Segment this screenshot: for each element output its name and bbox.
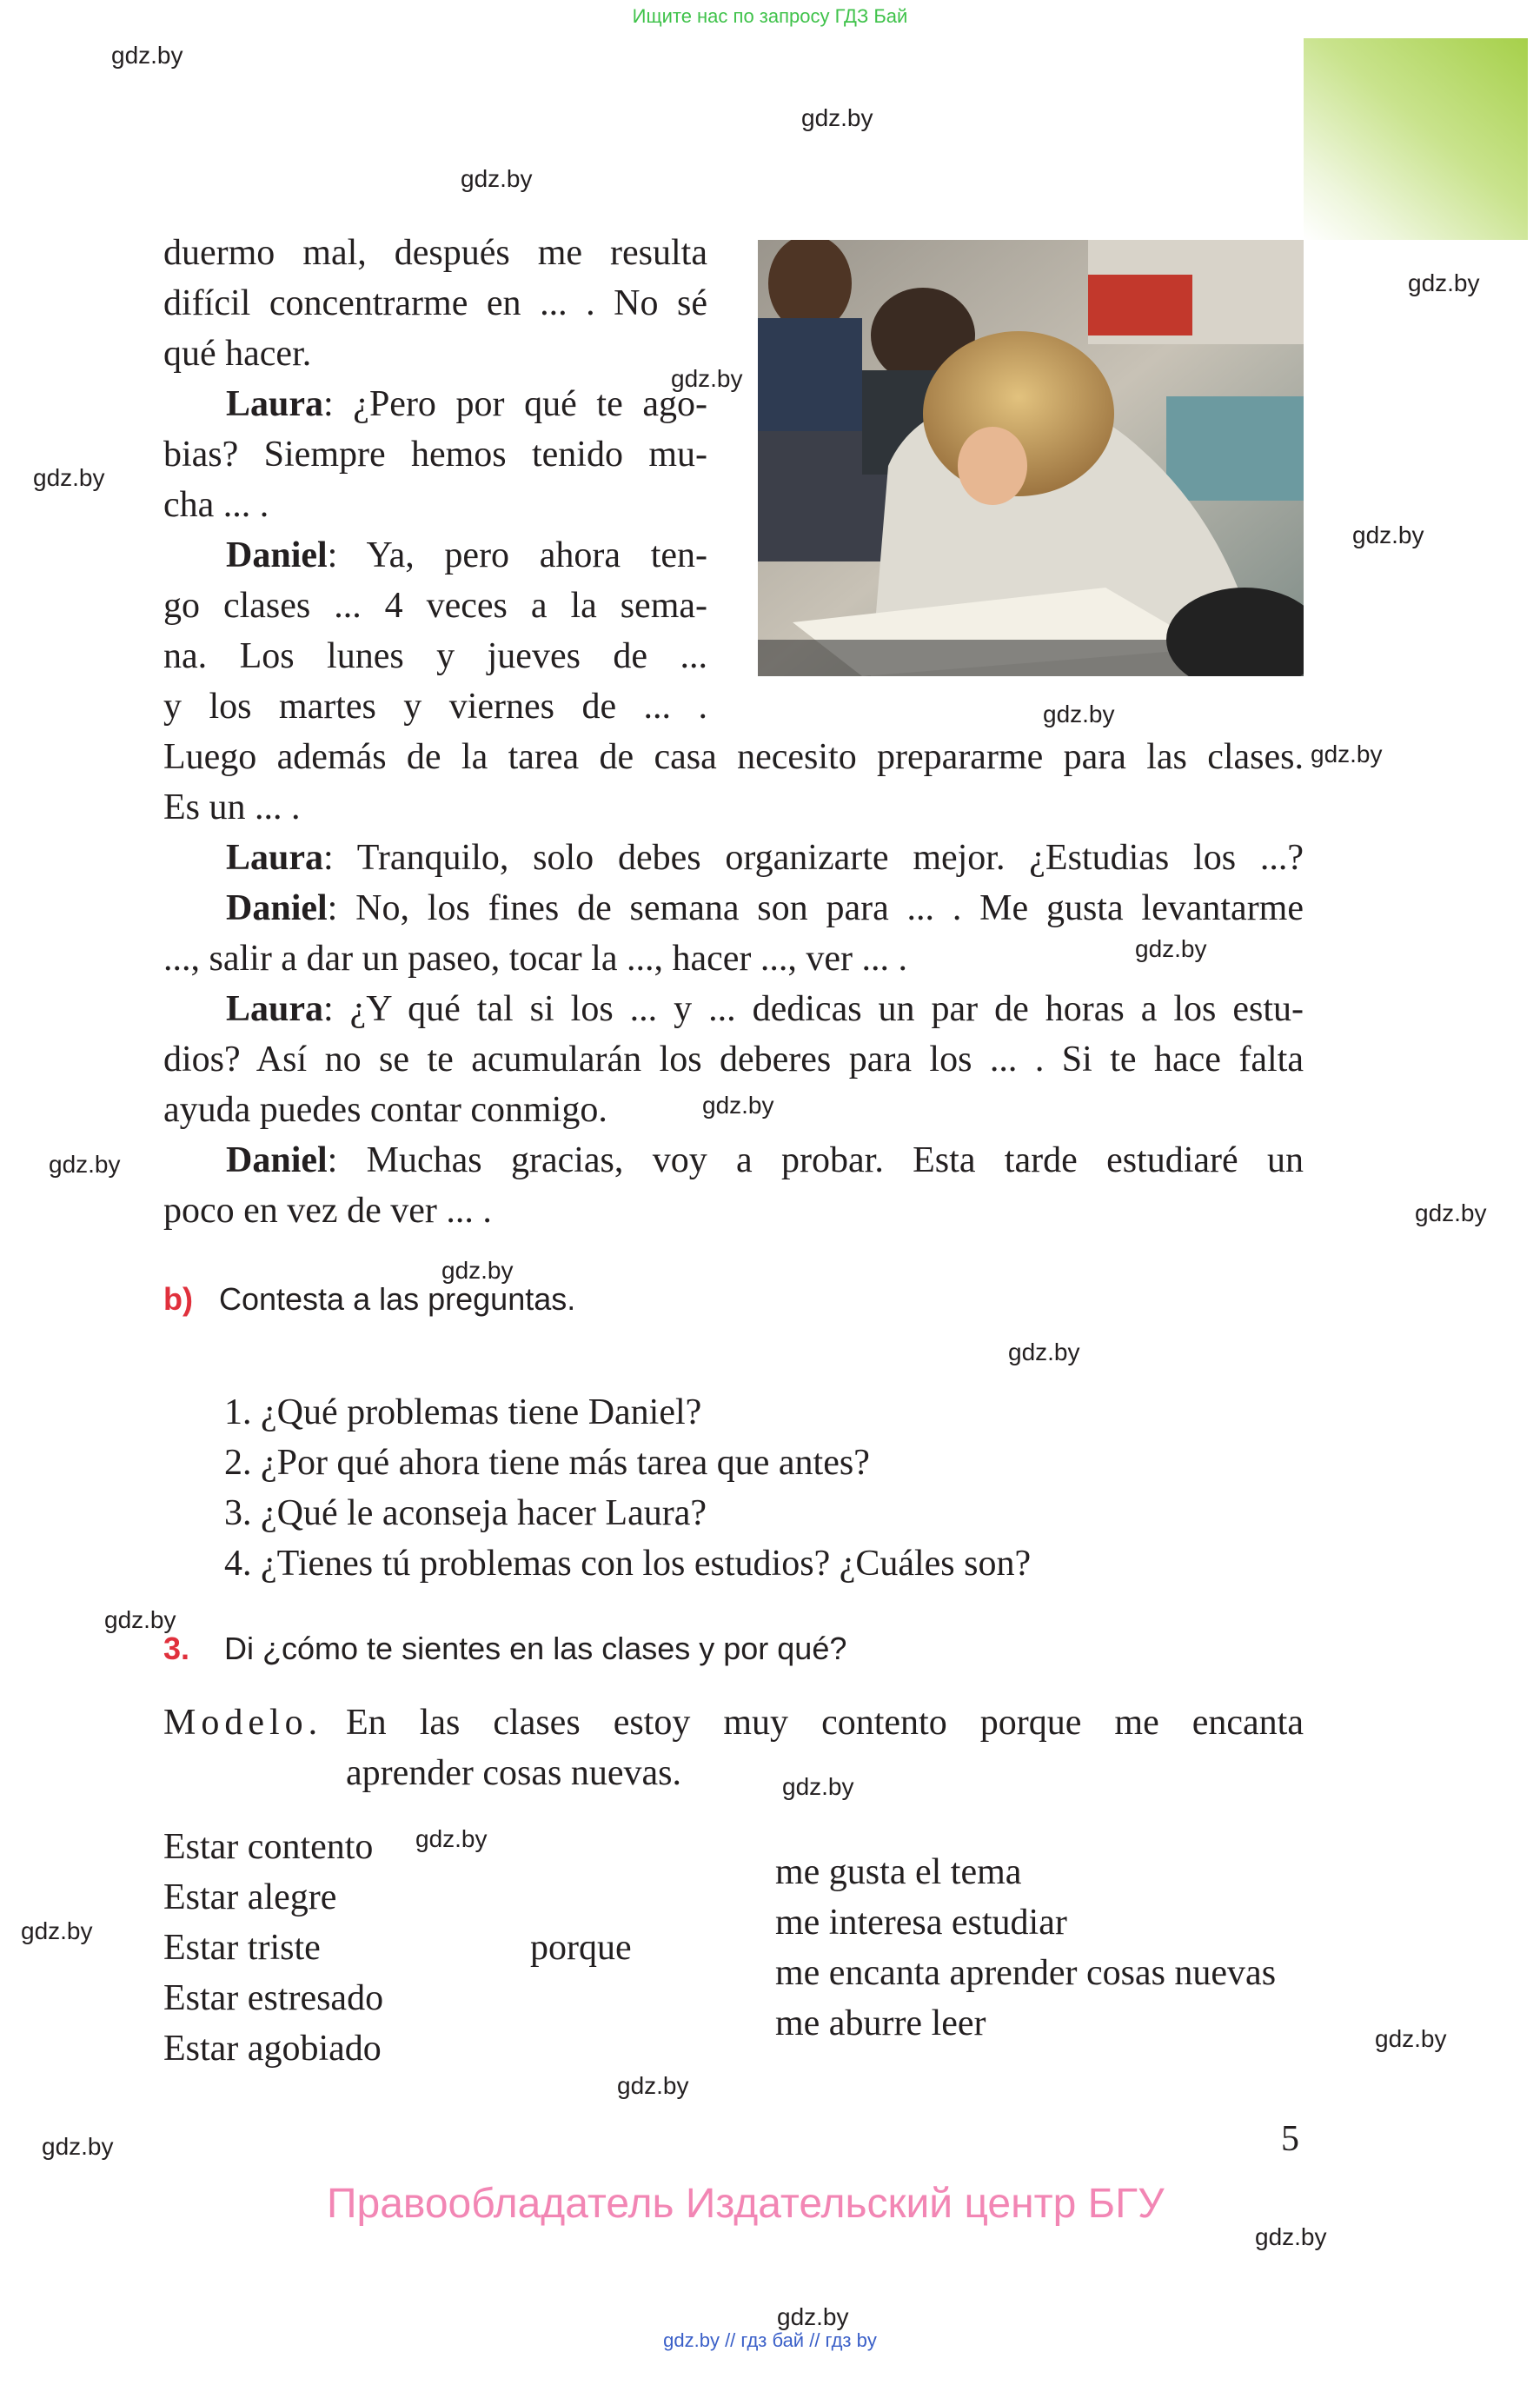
question-item: 3. ¿Qué le aconseja hacer Laura? [224, 1493, 707, 1533]
watermark: gdz.by [1375, 2025, 1447, 2052]
state-item: Estar agobiado [163, 2029, 382, 2069]
dialogue-line: Daniel: No, los fines de semana son para ... . Me gusta levantarme [226, 888, 1304, 928]
watermark: gdz.by [671, 365, 743, 392]
watermark: gdz.by [617, 2072, 689, 2099]
dialogue-line: Es un ... . [163, 787, 301, 827]
question-item: 1. ¿Qué problemas tiene Daniel? [224, 1392, 702, 1432]
footer-links: gdz.by // гдз бай // гдз by [663, 2329, 877, 2351]
reasons-list [775, 1847, 1276, 2049]
dialogue-line: Daniel: Ya, pero ahora ten- [226, 535, 707, 575]
dialogue-line: ..., salir a dar un paseo, tocar la ..., hacer ..., ver ... . [163, 939, 907, 979]
task-3-instruction: Di ¿cómo te sientes en las clases y por qué? [224, 1631, 847, 1666]
speaker-name: Daniel [226, 888, 328, 928]
speaker-name: Laura [226, 838, 324, 878]
dialogue-line: poco en vez de ver ... . [163, 1191, 492, 1231]
watermark: gdz.by [1135, 935, 1207, 962]
model-sentence-line2: aprender cosas nuevas. [346, 1753, 681, 1793]
dialogue-line: Daniel: Muchas gracias, voy a probar. Esta tarde estudiaré un [226, 1140, 1304, 1180]
task-3-label: 3. [163, 1631, 190, 1666]
watermark: gdz.by [782, 1773, 854, 1800]
dialogue-line: ayuda puedes contar conmigo. [163, 1090, 607, 1130]
watermark: gdz.by [104, 1606, 176, 1633]
photo-students-studying [758, 240, 1304, 676]
model-sentence-line1: En las clases estoy muy contento porque me encanta [346, 1703, 1304, 1743]
task-3-header [163, 1631, 846, 1667]
reason-item: me aburre leer [775, 2003, 986, 2043]
watermark: gdz.by [111, 42, 183, 69]
states-list [163, 1822, 383, 2074]
watermark: gdz.by [49, 1151, 121, 1178]
question-item: 2. ¿Por qué ahora tiene más tarea que antes? [224, 1443, 870, 1483]
dialogue-line: Laura: Tranquilo, solo debes organizarte mejor. ¿Estudias los ...? [226, 838, 1304, 878]
reason-item: me interesa estudiar [775, 1903, 1067, 1943]
dialogue-line: Laura: ¿Y qué tal si los ... y ... dedicas un par de horas a los estu- [226, 989, 1304, 1029]
speaker-name: Laura [226, 384, 324, 424]
speaker-name: Daniel [226, 535, 328, 575]
watermark: gdz.by [1043, 701, 1115, 727]
watermark: gdz.by [461, 165, 533, 192]
speaker-name: Laura [226, 989, 324, 1029]
watermark: gdz.by [441, 1257, 514, 1284]
task-b-label: b) [163, 1281, 193, 1317]
task-b-instruction: Contesta a las preguntas. [218, 1281, 576, 1317]
watermark: gdz.by [1311, 741, 1383, 767]
connector-word: porque [530, 1928, 632, 1968]
dialogue-line: dios? Así no se te acumularán los deberes para los ... . Si te hace falta [163, 1040, 1304, 1080]
watermark: gdz.by [1255, 2223, 1327, 2250]
state-item: Estar alegre [163, 1877, 337, 1917]
dialogue-line: go clases ... 4 veces a la sema- [163, 586, 707, 626]
dialogue-line: difícil concentrarme en ... . No sé [163, 283, 707, 323]
state-item: Estar contento [163, 1827, 374, 1867]
dialogue-line: y los martes y viernes de ... . [163, 687, 707, 727]
top-search-note: Ищите нас по запросу ГДЗ Бай [632, 5, 908, 27]
state-item: Estar triste [163, 1928, 321, 1968]
watermark: gdz.by [777, 2303, 849, 2330]
dialogue-wrap-block [163, 228, 707, 732]
question-list [224, 1387, 1031, 1589]
dialogue-line: duermo mal, después me resulta [163, 233, 707, 273]
dialogue-line: Laura: ¿Pero por qué te ago- [226, 384, 707, 424]
watermark: gdz.by [1352, 522, 1424, 548]
watermark: gdz.by [42, 2133, 114, 2160]
watermark: gdz.by [702, 1092, 774, 1119]
dialogue-line: na. Los lunes y jueves de ... [163, 636, 707, 676]
watermark: gdz.by [1008, 1339, 1080, 1365]
state-item: Estar estresado [163, 1978, 384, 2018]
watermark: gdz.by [1408, 269, 1480, 296]
dialogue-line: cha ... . [163, 485, 269, 525]
watermark: gdz.by [415, 1825, 488, 1852]
copyright-notice: Правообладатель Издательский центр БГУ [327, 2181, 1165, 2227]
dialogue-line: qué hacer. [163, 334, 312, 374]
page-number: 5 [1281, 2119, 1299, 2159]
reason-item: me gusta el tema [775, 1852, 1022, 1892]
dialogue-line: bias? Siempre hemos tenido mu- [163, 435, 707, 475]
question-item: 4. ¿Tienes tú problemas con los estudios? ¿Cuáles son? [224, 1544, 1032, 1584]
dialogue-line: Luego además de la tarea de casa necesito prepararme para las clases. [163, 737, 1304, 777]
corner-green-gradient [1304, 38, 1528, 240]
model-label: Modelo. [163, 1703, 323, 1743]
watermark: gdz.by [33, 464, 105, 491]
task-b-header [163, 1281, 575, 1318]
watermark: gdz.by [1415, 1199, 1487, 1226]
watermark: gdz.by [801, 104, 873, 131]
watermark: gdz.by [21, 1917, 93, 1944]
dialogue-full-block [163, 732, 1304, 1236]
speaker-name: Daniel [226, 1140, 328, 1180]
reason-item: me encanta aprender cosas nuevas [775, 1953, 1277, 1993]
